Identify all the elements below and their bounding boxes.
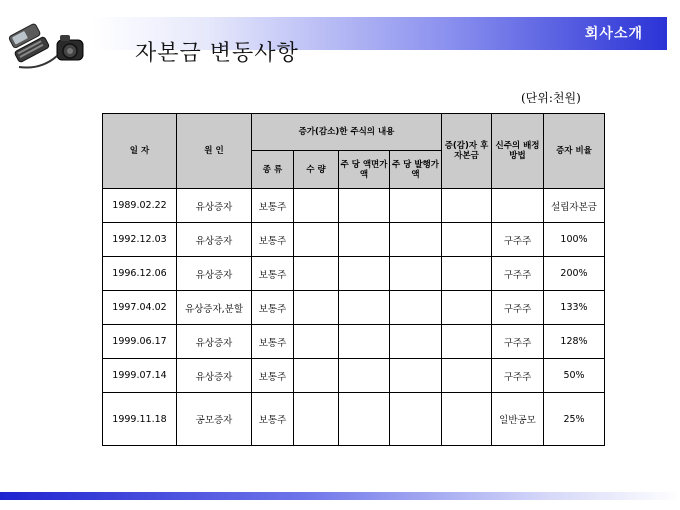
cell-cause: 유상증자 bbox=[177, 257, 252, 291]
cell-capital bbox=[442, 359, 492, 393]
cell-kind: 보통주 bbox=[252, 393, 294, 446]
cell-face bbox=[339, 393, 390, 446]
header-quantity: 수 량 bbox=[294, 151, 339, 189]
cell-cause: 유상증자,분할 bbox=[177, 291, 252, 325]
cell-face bbox=[339, 359, 390, 393]
cell-date: 1989.02.22 bbox=[103, 189, 177, 223]
cell-issue bbox=[390, 291, 442, 325]
cell-quantity bbox=[294, 291, 339, 325]
table-row bbox=[103, 189, 605, 223]
cell-capital bbox=[442, 325, 492, 359]
page-title: 자본금 변동사항 bbox=[135, 41, 299, 66]
cell-date: 1999.07.14 bbox=[103, 359, 177, 393]
cell-ratio: 128% bbox=[544, 325, 605, 359]
cell-quantity bbox=[294, 257, 339, 291]
header-issue-price: 주 당 발행가액 bbox=[390, 151, 442, 189]
cell-face bbox=[339, 223, 390, 257]
cell-ratio: 25% bbox=[544, 393, 605, 446]
cell-face bbox=[339, 291, 390, 325]
table-row bbox=[103, 291, 605, 325]
header-face-value: 주 당 액면가액 bbox=[339, 151, 390, 189]
cell-kind: 보통주 bbox=[252, 189, 294, 223]
cell-kind: 보통주 bbox=[252, 257, 294, 291]
cell-capital bbox=[442, 291, 492, 325]
footer-bar bbox=[0, 492, 680, 500]
capital-change-table bbox=[102, 113, 605, 446]
cell-quantity bbox=[294, 189, 339, 223]
header-share-change-group: 증가(감소)한 주식의 내용 bbox=[252, 114, 442, 151]
cell-allocation: 구주주 bbox=[492, 257, 544, 291]
cell-quantity bbox=[294, 223, 339, 257]
table-row bbox=[103, 393, 605, 446]
cell-face bbox=[339, 325, 390, 359]
cell-date: 1996.12.06 bbox=[103, 257, 177, 291]
header-ratio: 증자 비율 bbox=[544, 114, 605, 189]
cell-date: 1992.12.03 bbox=[103, 223, 177, 257]
cell-cause: 유상증자 bbox=[177, 223, 252, 257]
cell-capital bbox=[442, 223, 492, 257]
cell-cause: 유상증자 bbox=[177, 359, 252, 393]
cell-allocation: 일반공모 bbox=[492, 393, 544, 446]
table-row bbox=[103, 359, 605, 393]
table-row bbox=[103, 257, 605, 291]
section-label: 회사소개 bbox=[584, 26, 643, 42]
table-row bbox=[103, 325, 605, 359]
cell-allocation: 구주주 bbox=[492, 223, 544, 257]
cell-date: 1999.06.17 bbox=[103, 325, 177, 359]
cell-cause: 유상증자 bbox=[177, 325, 252, 359]
cell-issue bbox=[390, 359, 442, 393]
cell-date: 1997.04.02 bbox=[103, 291, 177, 325]
cell-ratio: 설립자본금 bbox=[544, 189, 605, 223]
header-cause: 원 인 bbox=[177, 114, 252, 189]
phone-and-camera-icon bbox=[5, 18, 87, 72]
unit-label: (단위:천원) bbox=[521, 91, 581, 105]
cell-allocation: 구주주 bbox=[492, 359, 544, 393]
cell-capital bbox=[442, 189, 492, 223]
cell-cause: 공모증자 bbox=[177, 393, 252, 446]
cell-face bbox=[339, 257, 390, 291]
header-kind: 종 류 bbox=[252, 151, 294, 189]
cell-allocation: 구주주 bbox=[492, 291, 544, 325]
cell-face bbox=[339, 189, 390, 223]
cell-ratio: 100% bbox=[544, 223, 605, 257]
cell-quantity bbox=[294, 359, 339, 393]
cell-kind: 보통주 bbox=[252, 291, 294, 325]
header-date: 일 자 bbox=[103, 114, 177, 189]
cell-issue bbox=[390, 393, 442, 446]
header-allocation: 신주의 배정 방법 bbox=[492, 114, 544, 189]
cell-issue bbox=[390, 325, 442, 359]
cell-date: 1999.11.18 bbox=[103, 393, 177, 446]
cell-ratio: 200% bbox=[544, 257, 605, 291]
cell-quantity bbox=[294, 325, 339, 359]
cell-ratio: 50% bbox=[544, 359, 605, 393]
table-row bbox=[103, 223, 605, 257]
cell-issue bbox=[390, 223, 442, 257]
cell-kind: 보통주 bbox=[252, 325, 294, 359]
cell-issue bbox=[390, 257, 442, 291]
cell-kind: 보통주 bbox=[252, 223, 294, 257]
cell-quantity bbox=[294, 393, 339, 446]
cell-capital bbox=[442, 257, 492, 291]
cell-ratio: 133% bbox=[544, 291, 605, 325]
cell-allocation: 구주주 bbox=[492, 325, 544, 359]
cell-allocation bbox=[492, 189, 544, 223]
cell-capital bbox=[442, 393, 492, 446]
cell-kind: 보통주 bbox=[252, 359, 294, 393]
header-capital-after: 증(감)자 후 자본금 bbox=[442, 114, 492, 189]
cell-issue bbox=[390, 189, 442, 223]
cell-cause: 유상증자 bbox=[177, 189, 252, 223]
